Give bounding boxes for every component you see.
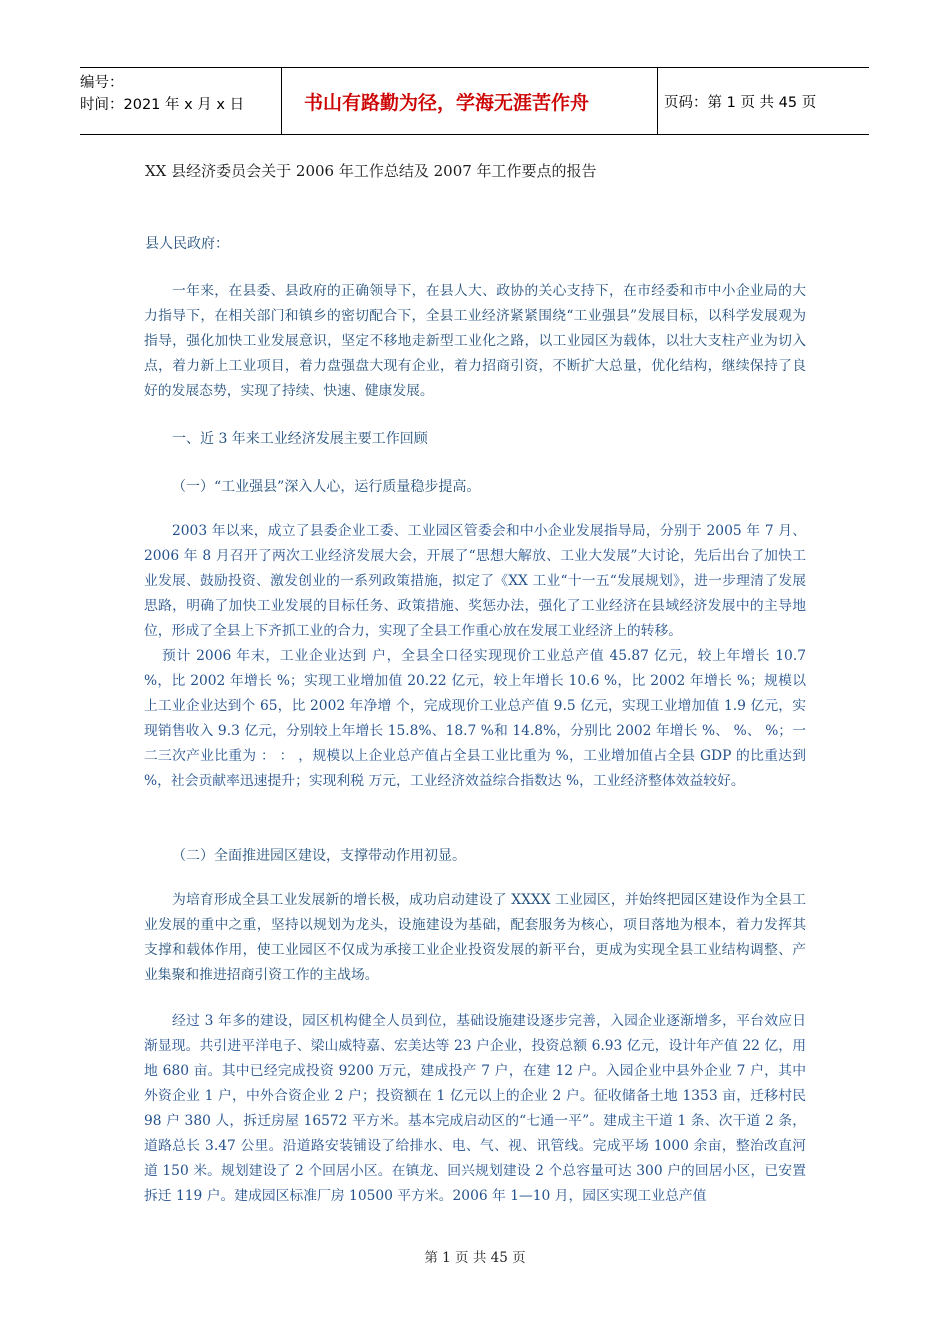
paragraph-park-progress: 经过 3 年多的建设，园区机构健全人员到位，基础设施建设逐步完善，入园企业逐渐增多，平台效应日渐显现。共引进平洋电子、梁山威特嘉、宏美达等 23 户企业，投资总额 6.93 亿元，设计年产值 22 亿，用地 680 亩。其中已经完成投资 9200 万元，建成投产 7 户，在建 12 户。入园企业中县外企业 7 户，其中外资企业 1 户，中外合资企业 2 户；投资额在 1 亿元以上的企业 2 户。征收储备土地 1353 亩，迁移村民 98 户 380 人，拆迁房屋 16572 平方米。基本完成启动区的“七通一平”。建成主干道 1 条、次干道 2 条，道路总长 3.47 公里。沿道路安装铺设了给排水、电、气、视、讯管线。完成平场 1000 余亩，整治改直河道 150 米。规划建设了 2 个回居小区。在镇龙、回兴规划建设 2 个总容量可达 300 户的回居小区，已安置拆迁 119 户。建成园区标准厂房 10500 平方米。2006 年 1—10 月，园区实现工业总产值	[144, 1013, 806, 1204]
paragraph-statistics: 预计 2006 年末，工业企业达到 户，全县全口径实现现价工业总产值 45.87 亿元，较上年增长 10.7 %，比 2002 年增长 %；实现工业增加值 20.22 亿元，较上年增长 10.6 %，比 2002 年增长 %；规模以上工业企业达到个 65，比 2002 年净增 个，完成现价工业总产值 9.5 亿元，实现工业增加值 1.9 亿元，实现销售收入 9.3 亿元，分别较上年增长 15.8%、18.7 %和 14.8%，分别比 2002 年增长 %、 %、 %；一二三次产业比重为 ： ： ，规模以上企业总产值占全县工业比重为 %，工业增加值占全县 GDP 的比重达到 %，社会贡献率迅速提升；实现利税 万元，工业经济效益综合指数达 %，工业经济整体效益较好。	[144, 648, 806, 789]
header-left-cell	[80, 68, 281, 134]
number-label: 编号：	[80, 75, 124, 91]
subsection-heading-1: （一）“工业强县”深入人心，运行质量稳步提高。	[172, 479, 481, 495]
page-info-text: 页码：第 1 页 共 45 页	[664, 94, 817, 111]
intro-paragraph: 一年来，在县委、县政府的正确领导下，在县人大、政协的关心支持下，在市经委和市中小企业局的大力指导下，在相关部门和镇乡的密切配合下，全县工业经济紧紧围绕“工业强县”发展目标，以科学发展观为指导，强化加快工业发展意识，坚定不移地走新型工业化之路，以工业园区为载体，以壮大支柱产业为切入点，着力新上工业项目，着力盘强盘大现有企业，着力招商引资，不断扩大总量，优化结构，继续保持了良好的发展态势，实现了持续、快速、健康发展。	[144, 283, 806, 399]
subsection-heading-2: （二）全面推进园区建设，支撑带动作用初显。	[172, 848, 466, 864]
page-info-cell	[658, 68, 869, 134]
paragraph-policy: 2003 年以来，成立了县委企业工委、工业园区管委会和中小企业发展指导局，分别于 2005 年 7 月、2006 年 8 月召开了两次工业经济发展大会，开展了“思想大解放、工业大发展”大讨论，先后出台了加快工业发展、鼓励投资、激发创业的一系列政策措施，拟定了《XX 工业“十一五“发展规划》，进一步理清了发展思路，明确了加快工业发展的目标任务、政策措施、奖惩办法，强化了工业经济在县域经济发展中的主导地位，形成了全县上下齐抓工业的合力，实现了全县工作重心放在发展工业经济上的转移。	[144, 523, 806, 639]
paragraph-park-intro: 为培育形成全县工业发展新的增长极，成功启动建设了 XXXX 工业园区，并始终把园区建设作为全县工业发展的重中之重，坚持以规划为龙头，设施建设为基础，配套服务为核心，项目落地为根本，着力发挥其支撑和载体作用，使工业园区不仅成为承接工业企业投资发展的新平台，更成为实现全县工业结构调整、产业集聚和推进招商引资工作的主战场。	[144, 892, 806, 983]
motto-cell	[281, 68, 658, 134]
motto-text: 书山有路勤为径，学海无涯苦作舟	[304, 91, 590, 114]
section-heading-1: 一、近 3 年来工业经济发展主要工作回顾	[172, 431, 428, 447]
page-footer: 第 1 页 共 45 页	[424, 1250, 526, 1266]
document-title: XX 县经济委员会关于 2006 年工作总结及 2007 年工作要点的报告	[145, 162, 597, 180]
header-table	[80, 67, 869, 135]
salutation: 县人民政府：	[145, 236, 229, 252]
date-line: 时间：2021 年 x 月 x 日	[80, 97, 245, 113]
